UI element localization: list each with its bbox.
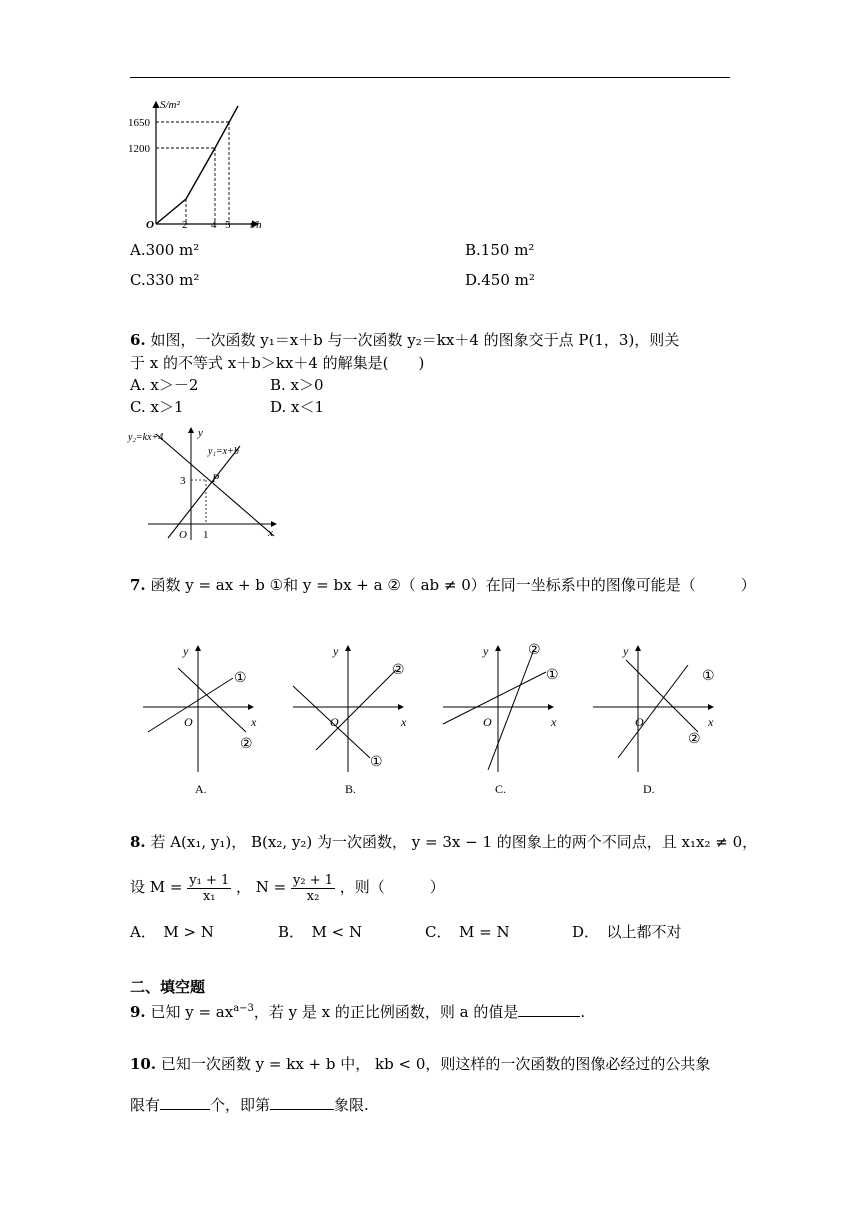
q5-origin: O	[146, 219, 154, 231]
q5-option-c: C.330 m²	[130, 271, 200, 289]
q7-text: 7. 函数 y = ax + b ①和 y = bx + a ②（ ab ≠ 0）在同一坐标系中的图像可能是（ ）	[130, 576, 756, 594]
q5-y-tick-1650: 1650	[128, 117, 150, 129]
q7-graph-a	[143, 644, 257, 796]
q5-graph	[128, 96, 270, 236]
q6-number: 6.	[130, 331, 146, 349]
q5-x-tick-4: 4	[211, 219, 217, 231]
q5-option-a: A.300 m²	[130, 241, 200, 259]
q7-choice-a: A.	[195, 782, 207, 796]
header-rule	[130, 77, 730, 78]
q7-graph-c	[443, 643, 559, 796]
svg-text:x: x	[551, 715, 557, 729]
q9-text: 9. 已知 $y = ax^{a-3}$，若 y 是 x 的正比例函数，则 a 的值是 .	[130, 1003, 586, 1021]
q8-fraction-n: $\frac{\text{y₂ + 1}}{\text{x₂}}$	[293, 872, 334, 904]
q6-option-a: A. x＞－2	[130, 376, 199, 394]
svg-text:y: y	[483, 644, 489, 658]
q7-graphs	[138, 640, 728, 800]
q5-x-label: t/h	[250, 219, 262, 231]
q6-option-d: D. x＜1	[270, 398, 325, 416]
q5-y-label: S/m²	[160, 99, 180, 111]
svg-text:①: ①	[370, 755, 383, 770]
svg-text:①: ①	[546, 668, 559, 683]
q6-y-value: 3	[180, 475, 186, 487]
q6-graph	[128, 424, 283, 544]
q6-point-p: P	[212, 471, 220, 485]
q10-answer-blank-count[interactable]	[160, 1095, 210, 1110]
q6-label-y1: y₁=x+b	[208, 446, 239, 457]
q6-option-c: C. x＞1	[130, 398, 184, 416]
svg-text:②: ②	[392, 663, 405, 678]
svg-text:y: y	[183, 644, 189, 658]
q5-option-b: B.150 m²	[465, 241, 535, 259]
q8-option-a: A． M > N	[130, 923, 214, 941]
svg-text:②: ②	[240, 737, 253, 752]
q8-line1: 8. 若 A(x₁, y₁)， B(x₂, y₂) 为一次函数， y = 3x − 1 的图象上的两个不同点，且 x₁x₂ ≠ 0，	[130, 833, 758, 851]
q8-option-b: B． M < N	[278, 923, 363, 941]
svg-text:①: ①	[702, 669, 715, 684]
q8-fraction-m: $\frac{\text{y₁ + 1}}{\text{x₁}}$	[189, 872, 230, 904]
q6-label-y2: y₂=kx+4	[128, 432, 164, 443]
svg-text:②: ②	[688, 732, 701, 747]
q7-graph-b	[293, 644, 407, 796]
svg-text:x: x	[708, 715, 714, 729]
q7-choice-c: C.	[495, 782, 507, 796]
q6-x-value: 1	[203, 529, 209, 541]
q8-line2: 设 M = $\frac{\text{y₁ + 1}}{\text{x₁}}$ ， N = $\frac{\text{y₂ + 1}}{\text{x₂}}$ ，则（ ）	[130, 872, 445, 904]
q5-y-tick-1200: 1200	[128, 143, 150, 155]
svg-text:O: O	[330, 715, 339, 729]
q10-answer-blank-quadrants[interactable]	[270, 1095, 334, 1110]
q6-option-b: B. x＞0	[270, 376, 324, 394]
q10-line2: 限有 个，即第 象限.	[130, 1096, 369, 1114]
q8-number: 8.	[130, 833, 146, 851]
q5-graph-line	[156, 106, 238, 224]
svg-text:O: O	[635, 715, 644, 729]
q5-option-d: D.450 m²	[465, 271, 535, 289]
q9-answer-blank[interactable]	[518, 1002, 580, 1017]
q6-line2: 于 x 的不等式 x＋b＞kx＋4 的解集是( )	[130, 354, 425, 372]
q6-origin: O	[179, 529, 187, 541]
svg-text:y: y	[333, 644, 339, 658]
svg-text:②: ②	[528, 643, 541, 658]
svg-text:O: O	[184, 715, 193, 729]
q7-choice-d: D.	[643, 782, 655, 796]
q5-x-tick-2: 2	[182, 219, 188, 231]
q5-x-tick-5: 5	[225, 219, 231, 231]
q7-choice-b: B.	[345, 782, 357, 796]
q9-number: 9.	[130, 1003, 146, 1021]
q8-option-c: C． M = N	[425, 923, 510, 941]
q7-graph-d	[593, 644, 715, 796]
svg-text:x: x	[251, 715, 257, 729]
q6-x-label: x	[268, 527, 273, 539]
q10-line1: 10. 已知一次函数 y = kx + b 中， kb < 0，则这样的一次函数的图像必经过的公共象	[130, 1055, 711, 1073]
q8-option-d: D． 以上都不对	[572, 923, 682, 941]
section-title-fill-in: 二、填空题	[130, 978, 206, 996]
q10-number: 10.	[130, 1055, 157, 1073]
svg-text:x: x	[401, 715, 407, 729]
svg-text:y: y	[623, 644, 629, 658]
q6-y-label: y	[198, 427, 203, 439]
q7-number: 7.	[130, 576, 146, 594]
q6-line1: 6. 如图，一次函数 y₁＝x＋b 与一次函数 y₂＝kx＋4 的图象交于点 P(1，3)，则关	[130, 331, 680, 349]
svg-text:①: ①	[234, 671, 247, 686]
svg-text:O: O	[483, 715, 492, 729]
